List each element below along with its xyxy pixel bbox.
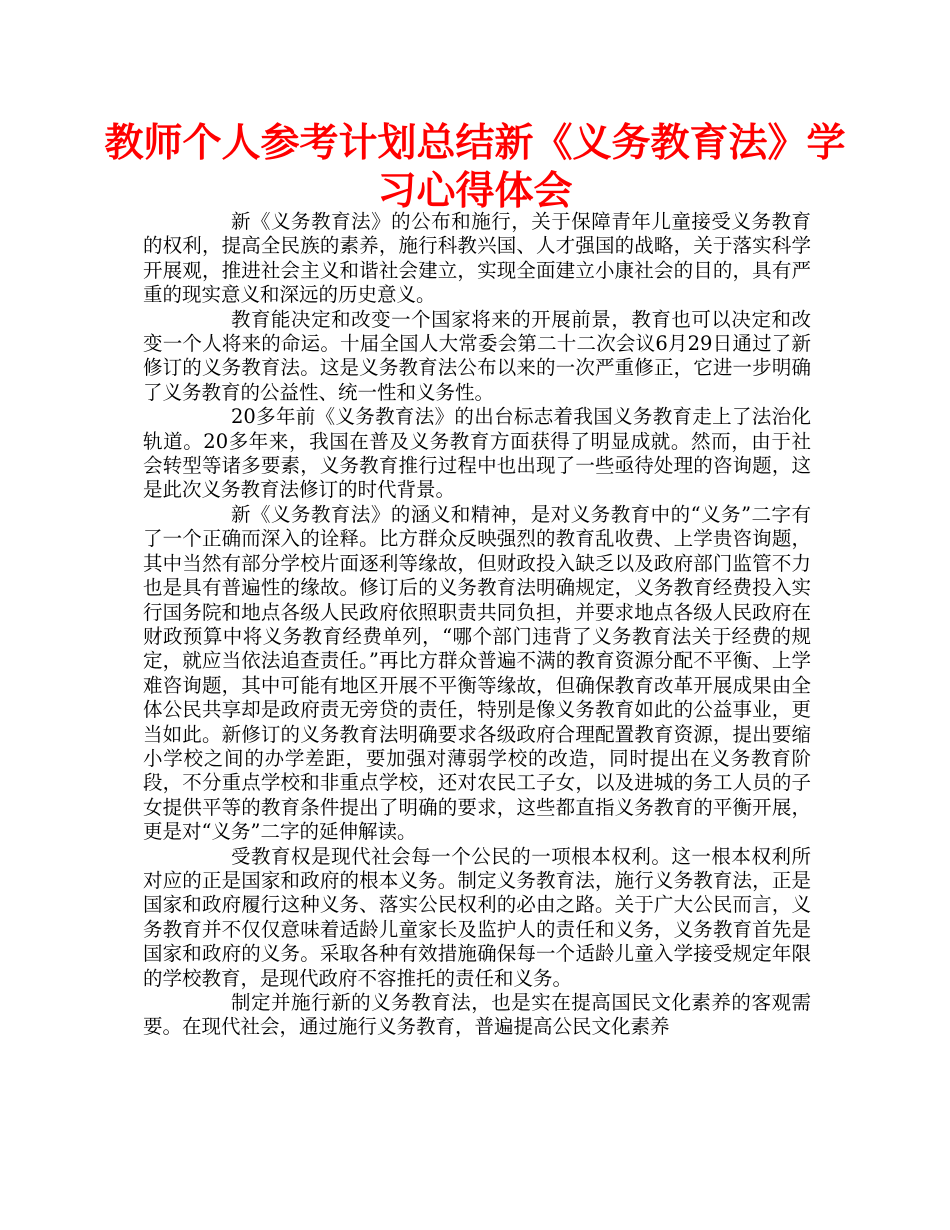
paragraph: 20多年前《义务教育法》的出台标志着我国义务教育走上了法治化轨道。20多年来，我国在普及义务教育方面获得了明显成就。然而，由于社会转型等诸多要素，义务教育推行过程中也出现了一些亟待处理的咨询题，这是此次义务教育法修订的时代背景。: [143, 405, 811, 502]
document-title: 教师个人参考计划总结新《义务教育法》学习心得体会: [104, 121, 846, 214]
paragraph: 受教育权是现代社会每一个公民的一项根本权利。这一根本权利所对应的正是国家和政府的根本义务。制定义务教育法，施行义务教育法，正是国家和政府履行这种义务、落实公民权利的必由之路。关于广大公民而言，义务教育并不仅仅意味着适龄儿童家长及监护人的责任和义务，义务教育首先是国家和政府的义务。采取各种有效措施确保每一个适龄儿童入学接受规定年限的学校教育，是现代政府不容推托的责任和义务。: [143, 844, 811, 990]
document-body: [143, 210, 811, 1040]
paragraph: 教育能决定和改变一个国家将来的开展前景，教育也可以决定和改变一个人将来的命运。十届全国人大常委会第二十二次会议6月29日通过了新修订的义务教育法。这是义务教育法公布以来的一次严重修正，它进一步明确了义务教育的公益性、统一性和义务性。: [143, 307, 811, 404]
paragraph: 新《义务教育法》的涵义和精神，是对义务教育中的“义务”二字有了一个正确而深入的诠释。比方群众反映强烈的教育乱收费、上学贵咨询题，其中当然有部分学校片面逐利等缘故，但财政投入缺乏以及政府部门监管不力也是具有普遍性的缘故。修订后的义务教育法明确规定，义务教育经费投入实行国务院和地点各级人民政府依照职责共同负担，并要求地点各级人民政府在财政预算中将义务教育经费单列，“哪个部门违背了义务教育法关于经费的规定，就应当依法追查责任。”再比方群众普遍不满的教育资源分配不平衡、上学难咨询题，其中可能有地区开展不平衡等缘故，但确保教育改革开展成果由全体公民共享却是政府责无旁贷的责任，特别是像义务教育如此的公益事业，更当如此。新修订的义务教育法明确要求各级政府合理配置教育资源，提出要缩小学校之间的办学差距，要加强对薄弱学校的改造，同时提出在义务教育阶段，不分重点学校和非重点学校，还对农民工子女，以及进城的务工人员的子女提供平等的教育条件提出了明确的要求，这些都直指义务教育的平衡开展，更是对“义务”二字的延伸解读。: [143, 502, 811, 844]
paragraph: 新《义务教育法》的公布和施行，关于保障青年儿童接受义务教育的权利，提高全民族的素养，施行科教兴国、人才强国的战略，关于落实科学开展观，推进社会主义和谐社会建立，实现全面建立小康社会的目的，具有严重的现实意义和深远的历史意义。: [143, 210, 811, 307]
paragraph: 制定并施行新的义务教育法，也是实在提高国民文化素养的客观需要。在现代社会，通过施行义务教育，普遍提高公民文化素养: [143, 991, 811, 1039]
